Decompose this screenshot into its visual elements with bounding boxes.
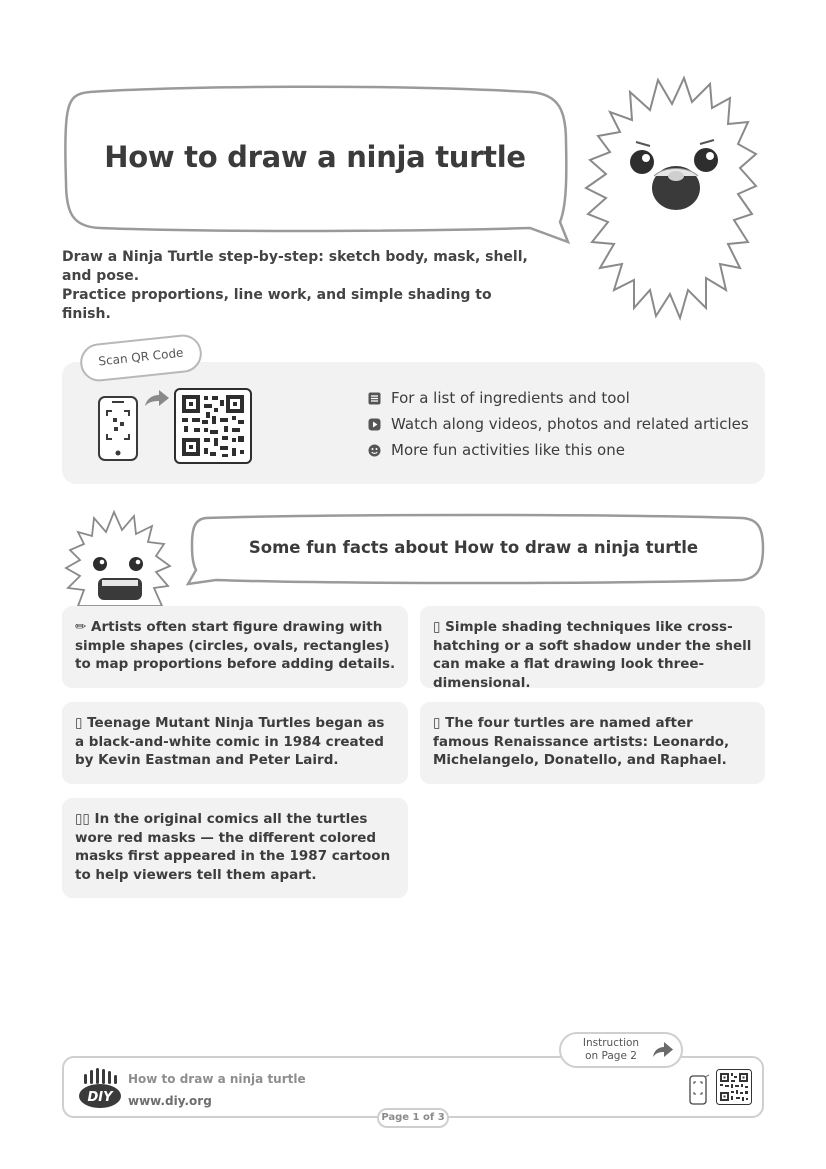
arrow-right-icon bbox=[143, 388, 171, 414]
fact-text: ✏ Artists often start figure drawing with simple shapes (circles, ovals, rectangles) to map proportions before adding details. bbox=[75, 619, 396, 672]
play-icon bbox=[368, 418, 381, 431]
logo-text: DIY bbox=[87, 1090, 113, 1105]
footer-url[interactable]: www.diy.org bbox=[128, 1094, 212, 1108]
fact-card bbox=[62, 606, 408, 688]
qr-code-icon[interactable] bbox=[716, 1069, 752, 1109]
fact-card bbox=[62, 702, 408, 784]
page-indicator: Page 1 of 3 bbox=[377, 1108, 449, 1128]
scan-qr-label: Scan QR Code bbox=[78, 333, 203, 384]
fact-text: ▯ The four turtles are named after famous Renaissance artists: Leonardo, Michelangelo, Donatello, and Raphael. bbox=[433, 715, 730, 768]
fact-card bbox=[420, 702, 765, 784]
mascot-illustration bbox=[580, 72, 770, 336]
page-title: How to draw a ninja turtle bbox=[104, 140, 526, 174]
instruction-line: on Page 2 bbox=[585, 1050, 637, 1062]
list-icon bbox=[368, 392, 381, 405]
diy-logo[interactable] bbox=[78, 1068, 122, 1114]
next-instruction-button[interactable] bbox=[559, 1032, 683, 1068]
fact-card bbox=[420, 606, 765, 691]
fact-card bbox=[62, 798, 408, 898]
qr-code-icon[interactable] bbox=[174, 388, 254, 468]
list-item-label: For a list of ingredients and tool bbox=[391, 389, 630, 407]
fact-text: ▯ Simple shading techniques like cross-hatching or a soft shadow under the shell can make a flat drawing look three-dimensional. bbox=[433, 619, 752, 691]
fact-text: ▯ Teenage Mutant Ninja Turtles began as a black-and-white comic in 1984 created by Kevin Eastman and Peter Laird. bbox=[75, 715, 385, 768]
list-item bbox=[368, 437, 749, 463]
title-bubble bbox=[60, 82, 580, 252]
footer-title: How to draw a ninja turtle bbox=[128, 1072, 306, 1086]
intro-line: Draw a Ninja Turtle step-by-step: sketch body, mask, shell, and pose. bbox=[62, 249, 528, 284]
arrow-right-icon bbox=[651, 1041, 675, 1063]
list-item bbox=[368, 385, 749, 411]
list-item-label: More fun activities like this one bbox=[391, 441, 625, 459]
phone-scan-icon bbox=[688, 1074, 710, 1110]
fact-text: ▯▯ In the original comics all the turtles wore red masks — the different colored masks first appeared in the 1987 cartoon to help viewers tell them apart. bbox=[75, 811, 391, 883]
facts-title: Some fun facts about How to draw a ninja turtle bbox=[248, 538, 699, 557]
instruction-line: Instruction bbox=[582, 1037, 640, 1049]
list-item bbox=[368, 411, 749, 437]
phone-scan-icon bbox=[96, 394, 142, 468]
instruction-label bbox=[569, 1037, 653, 1063]
mascot-small-illustration bbox=[64, 508, 176, 612]
intro-text bbox=[62, 248, 542, 324]
qr-benefits-list bbox=[368, 385, 749, 463]
facts-bubble bbox=[186, 512, 768, 586]
list-item-label: Watch along videos, photos and related articles bbox=[391, 415, 749, 433]
intro-line: Practice proportions, line work, and simple shading to finish. bbox=[62, 287, 492, 322]
smile-icon bbox=[368, 444, 381, 457]
